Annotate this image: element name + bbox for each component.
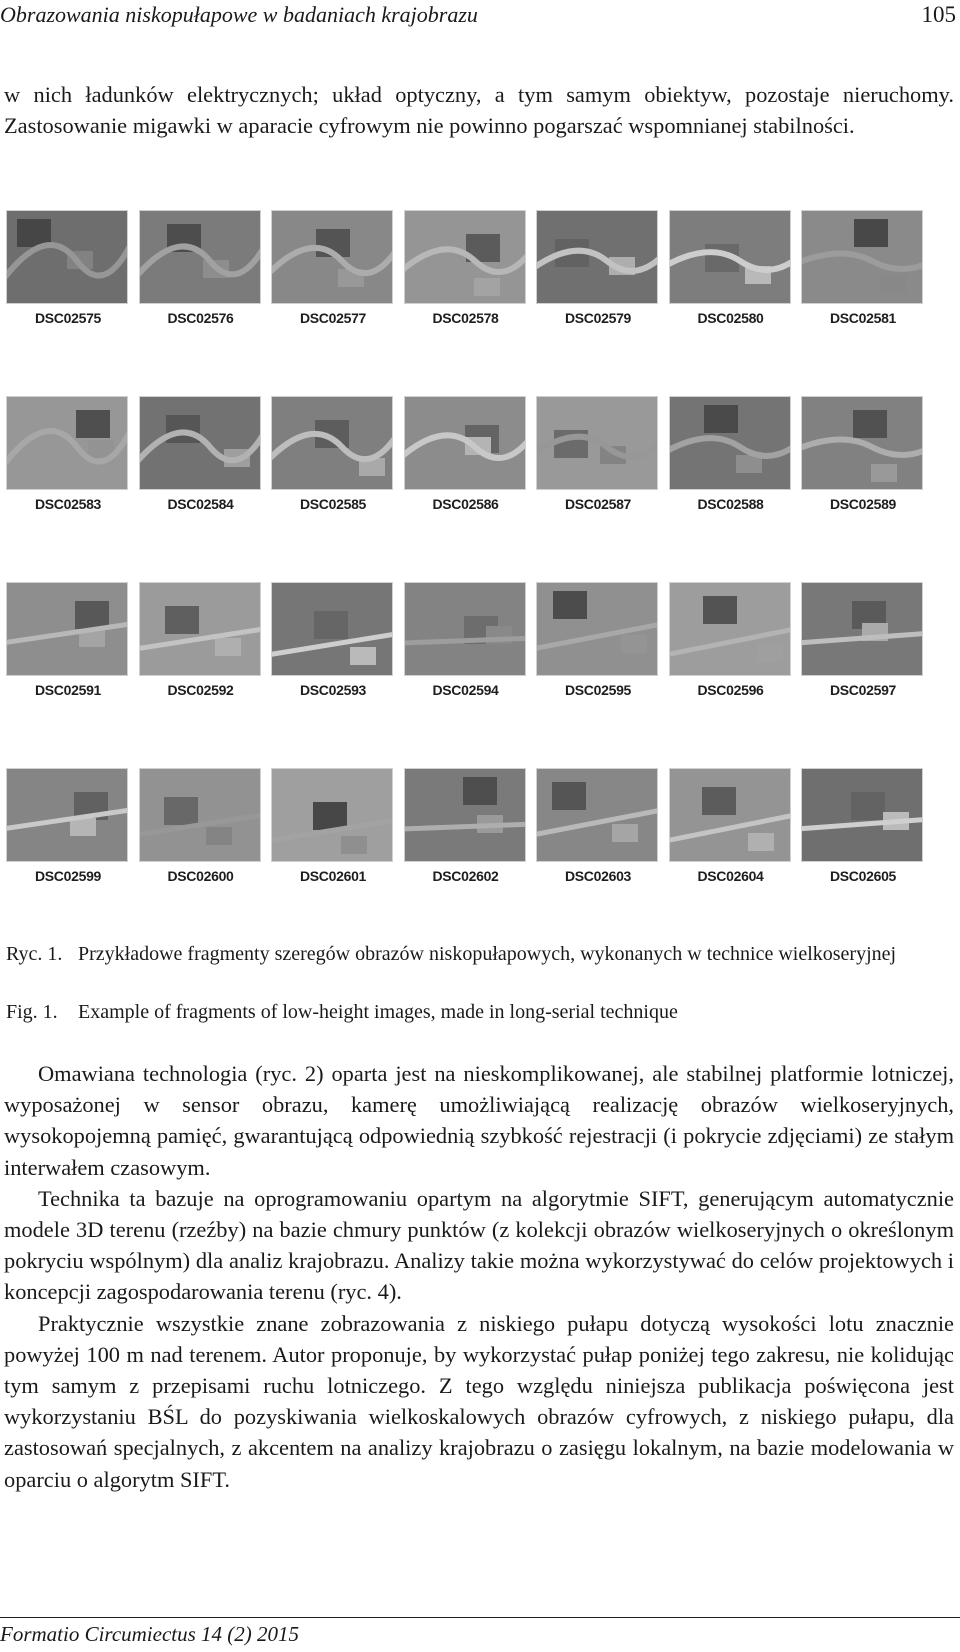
aerial-photo-thumbnail	[6, 210, 128, 304]
thumbnail-filename: DSC02601	[299, 868, 367, 884]
thumbnail	[137, 768, 269, 954]
thumbnail	[667, 768, 799, 954]
aerial-photo-thumbnail	[404, 768, 526, 862]
thumbnail	[799, 210, 931, 396]
aerial-photo-thumbnail	[536, 768, 658, 862]
thumbnail-filename: DSC02599	[34, 868, 102, 884]
thumbnail-filename: DSC02597	[829, 682, 897, 698]
thumbnail-filename: DSC02581	[829, 310, 897, 326]
aerial-photo-thumbnail	[536, 396, 658, 490]
caption-en-tag: Fig. 1.	[6, 1001, 58, 1023]
running-title: Obrazowania niskopułapowe w badaniach krajobrazu	[0, 2, 478, 27]
thumbnail	[269, 768, 401, 954]
thumbnail	[4, 396, 136, 582]
thumbnail-filename: DSC02603	[564, 868, 632, 884]
thumbnail	[137, 582, 269, 768]
thumbnail-filename: DSC02587	[564, 496, 632, 512]
body-paragraph: Omawiana technologia (ryc. 2) oparta jest na nieskomplikowanej, ale stabilnej platformie lotniczej, wyposażonej w sensor obrazu, kamerę umożliwiającą realizację obrazów wielkoseryjnych, wysokopojemną pamięć, gwarantującą odpowiednią szybkość rejestracji (i pokrycie zdjęciami) ze stałym interwałem czasowym.	[4, 1061, 954, 1180]
body-paragraph: Praktycznie wszystkie znane zobrazowania z niskiego pułapu dotyczą wysokości lotu znacznie powyżej 100 m nad terenem. Autor proponuje, by wykorzystać pułap poniżej tego zakresu, nie kolidując tym samym z przepisami ruchu lotniczego. Z tego względu niniejsza publikacja poświęcona jest wykorzystaniu BŚL do pozyskiwania wielkoskalowych obrazów cyfrowych, z niskiego pułapu, dla zastosowań specjalnych, z akcentem na analizy krajobrazu o zasięgu lokalnym, na bazie modelowania w oparciu o algorytm SIFT.	[4, 1310, 954, 1492]
thumbnail-filename: DSC02575	[34, 310, 102, 326]
aerial-photo-thumbnail	[801, 582, 923, 676]
thumbnail	[534, 768, 666, 954]
thumbnail	[137, 210, 269, 396]
figure-caption-pl	[6, 942, 956, 994]
thumbnail-filename: DSC02592	[167, 682, 234, 698]
aerial-photo-thumbnail	[536, 582, 658, 676]
thumbnail	[402, 582, 534, 768]
aerial-photo-thumbnail	[669, 768, 791, 862]
figure-caption-en	[6, 1000, 956, 1026]
aerial-photo-thumbnail	[801, 396, 923, 490]
thumbnail-filename: DSC02588	[697, 496, 764, 512]
aerial-photo-thumbnail	[271, 396, 393, 490]
caption-pl-tag: Ryc. 1.	[6, 943, 63, 965]
thumbnail	[402, 396, 534, 582]
aerial-photo-thumbnail	[271, 210, 393, 304]
thumbnail-filename: DSC02576	[167, 310, 234, 326]
aerial-photo-thumbnail	[801, 768, 923, 862]
thumbnail	[534, 582, 666, 768]
footer-rule	[0, 1617, 960, 1618]
thumbnail	[269, 582, 401, 768]
thumbnail	[4, 768, 136, 954]
aerial-photo-thumbnail	[669, 582, 791, 676]
thumbnail-filename: DSC02604	[697, 868, 764, 884]
thumbnail-filename: DSC02591	[34, 682, 102, 698]
thumbnail	[667, 396, 799, 582]
page-header	[0, 0, 960, 40]
intro-paragraph: w nich ładunków elektrycznych; układ optyczny, a tym samym obiektyw, pozostaje nieruchomy. Zastosowanie migawki w aparacie cyfrowym nie powinno pogarszać wspomnianej stabilności.	[4, 82, 954, 139]
aerial-photo-thumbnail	[139, 582, 261, 676]
aerial-photo-thumbnail	[6, 768, 128, 862]
caption-pl-text: Przykładowe fragmenty szeregów obrazów niskopułapowych, wykonanych w technice wielkoseryjnej	[78, 943, 897, 965]
thumbnail	[667, 210, 799, 396]
thumbnail-filename: DSC02584	[167, 496, 234, 512]
thumbnail	[269, 210, 401, 396]
thumbnail	[137, 396, 269, 582]
aerial-photo-thumbnail	[139, 210, 261, 304]
page-number: 105	[921, 2, 956, 27]
aerial-photo-thumbnail	[536, 210, 658, 304]
thumbnail-filename: DSC02583	[34, 496, 102, 512]
aerial-photo-thumbnail	[139, 396, 261, 490]
aerial-photo-thumbnail	[271, 768, 393, 862]
thumbnail-filename: DSC02596	[697, 682, 764, 698]
thumbnail	[799, 396, 931, 582]
journal-name: Formatio Circumiectus 14 (2) 2015	[0, 1622, 300, 1646]
thumbnail-filename: DSC02577	[299, 310, 367, 326]
aerial-photo-thumbnail	[669, 210, 791, 304]
aerial-photo-thumbnail	[139, 768, 261, 862]
thumbnail-filename: DSC02595	[564, 682, 632, 698]
thumbnail-filename: DSC02593	[299, 682, 367, 698]
aerial-photo-thumbnail	[404, 396, 526, 490]
thumbnail-filename: DSC02602	[432, 868, 499, 884]
thumbnail	[402, 210, 534, 396]
thumbnail-filename: DSC02594	[432, 682, 499, 698]
aerial-photo-thumbnail	[6, 396, 128, 490]
caption-en-text: Example of fragments of low-height images, made in long-serial technique	[78, 1001, 678, 1023]
thumbnail	[534, 210, 666, 396]
thumbnail-filename: DSC02578	[432, 310, 499, 326]
thumbnail	[402, 768, 534, 954]
thumbnail	[667, 582, 799, 768]
aerial-photo-thumbnail	[669, 396, 791, 490]
aerial-photo-thumbnail	[271, 582, 393, 676]
aerial-photo-thumbnail	[404, 210, 526, 304]
figure-thumbnail-grid	[0, 210, 960, 930]
thumbnail-filename: DSC02586	[432, 496, 499, 512]
thumbnail-filename: DSC02585	[299, 496, 367, 512]
thumbnail	[4, 582, 136, 768]
body-paragraph: Technika ta bazuje na oprogramowaniu opartym na algorytmie SIFT, generującym automatycznie modele 3D terenu (rzeźby) na bazie chmury punktów (z kolekcji obrazów wielkoseryjnych o określonym pokryciu wspólnym) dla analiz krajobrazu. Analizy takie można wykorzystywać do celów projektowych i koncepcji zagospodarowania terenu (ryc. 4).	[4, 1185, 954, 1305]
thumbnail-filename: DSC02589	[829, 496, 897, 512]
thumbnail	[799, 768, 931, 954]
thumbnail-filename: DSC02605	[829, 868, 897, 884]
thumbnail-filename: DSC02600	[167, 868, 234, 884]
aerial-photo-thumbnail	[404, 582, 526, 676]
thumbnail	[269, 396, 401, 582]
thumbnail	[534, 396, 666, 582]
body-text	[4, 1058, 954, 1495]
thumbnail	[799, 582, 931, 768]
thumbnail-filename: DSC02580	[697, 310, 764, 326]
thumbnail	[4, 210, 136, 396]
aerial-photo-thumbnail	[6, 582, 128, 676]
aerial-photo-thumbnail	[801, 210, 923, 304]
thumbnail-filename: DSC02579	[564, 310, 632, 326]
